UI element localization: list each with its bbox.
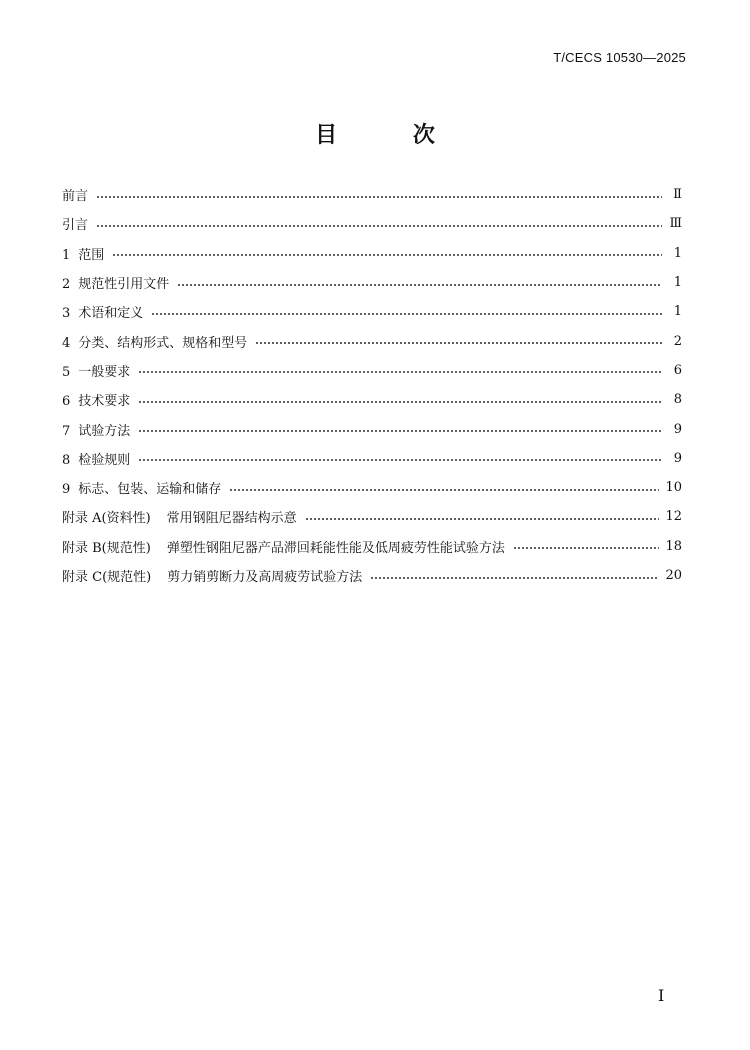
toc-entry-number: 2 bbox=[62, 277, 71, 293]
dot-leader bbox=[177, 283, 662, 287]
toc-entry-page: 1 bbox=[673, 275, 682, 291]
toc-entry-page: 10 bbox=[665, 480, 682, 496]
toc-entry-page: 20 bbox=[665, 568, 682, 583]
dot-leader bbox=[96, 224, 662, 228]
toc-entry-label: 分类、结构形式、规格和型号 bbox=[78, 335, 248, 351]
dot-leader bbox=[96, 195, 662, 199]
toc-entry-introduction[interactable] bbox=[62, 209, 682, 238]
toc-entry-page: 9 bbox=[673, 450, 682, 466]
dot-leader bbox=[138, 458, 662, 462]
dot-leader bbox=[370, 576, 659, 580]
toc-entry-appendix-c[interactable] bbox=[62, 561, 682, 590]
toc-entry-7[interactable] bbox=[62, 414, 682, 443]
toc-entry-number: 5 bbox=[62, 364, 71, 380]
toc-entry-page: 8 bbox=[673, 392, 682, 408]
toc-entry-1[interactable] bbox=[62, 239, 682, 268]
toc-entry-label: 一般要求 bbox=[78, 364, 131, 380]
toc-entry-label: 范围 bbox=[78, 247, 105, 263]
toc-entry-number: 7 bbox=[62, 423, 71, 439]
toc-entry-page: Ⅲ bbox=[669, 216, 682, 232]
toc-entry-number: 1 bbox=[62, 247, 71, 263]
toc-entry-appendix-a[interactable] bbox=[62, 502, 682, 531]
toc-entry-heading bbox=[62, 244, 104, 263]
dot-leader bbox=[112, 253, 662, 257]
toc-entry-page: Ⅱ bbox=[673, 187, 682, 203]
toc-entry-4[interactable] bbox=[62, 326, 682, 355]
toc-entry-heading bbox=[62, 449, 130, 468]
toc-entry-number: 6 bbox=[62, 394, 71, 410]
toc-entry-label: 弹塑性钢阻尼器产品滞回耗能性能及低周疲劳性能试验方法 bbox=[166, 540, 505, 556]
toc-entry-heading bbox=[62, 390, 130, 409]
toc-entry-number: 附录 B(规范性) bbox=[62, 540, 151, 556]
toc-entry-label: 剪力销剪断力及高周疲劳试验方法 bbox=[167, 570, 363, 585]
toc-entry-label: 标志、包装、运输和储存 bbox=[78, 482, 222, 498]
toc-entry-number: 3 bbox=[62, 306, 71, 322]
toc-entry-heading bbox=[62, 332, 247, 351]
toc-entry-label: 检验规则 bbox=[78, 452, 131, 468]
toc-entry-foreword[interactable] bbox=[62, 180, 682, 209]
toc-entry-heading bbox=[62, 273, 169, 292]
toc-entry-heading bbox=[62, 507, 297, 526]
toc-entry-page: 9 bbox=[673, 421, 682, 437]
dot-leader bbox=[255, 341, 662, 345]
toc-entry-page: 1 bbox=[673, 304, 682, 320]
toc-entry-page: 6 bbox=[673, 362, 682, 378]
standard-code: T/CECS 10530—2025 bbox=[553, 50, 686, 65]
toc-entry-page: 12 bbox=[665, 509, 682, 525]
dot-leader bbox=[151, 312, 662, 316]
toc-entry-2[interactable] bbox=[62, 268, 682, 297]
toc-entry-8[interactable] bbox=[62, 444, 682, 473]
toc-entry-label: 前言 bbox=[62, 189, 89, 205]
toc-entry-heading bbox=[62, 420, 130, 439]
toc-entry-number: 8 bbox=[62, 452, 71, 468]
page-title: 目 次 bbox=[315, 123, 469, 148]
table-of-contents bbox=[62, 180, 682, 590]
toc-entry-page: 2 bbox=[673, 333, 682, 349]
toc-entry-number: 附录 C(规范性) bbox=[62, 570, 152, 585]
toc-entry-heading bbox=[62, 302, 143, 321]
toc-entry-appendix-b[interactable] bbox=[62, 532, 682, 561]
page-number: I bbox=[658, 986, 665, 1005]
toc-entry-heading bbox=[62, 537, 505, 556]
dot-leader bbox=[305, 517, 660, 521]
toc-entry-heading bbox=[62, 566, 362, 585]
toc-entry-label: 试验方法 bbox=[78, 423, 131, 439]
toc-entry-label: 规范性引用文件 bbox=[78, 277, 170, 293]
toc-entry-5[interactable] bbox=[62, 356, 682, 385]
toc-entry-label: 引言 bbox=[62, 218, 89, 234]
toc-entry-number: 9 bbox=[62, 482, 71, 498]
toc-entry-heading bbox=[62, 478, 221, 497]
dot-leader bbox=[229, 488, 659, 492]
toc-entry-page: 18 bbox=[665, 538, 682, 554]
toc-entry-heading bbox=[62, 361, 130, 380]
toc-entry-number: 附录 A(资料性) bbox=[62, 511, 151, 527]
toc-entry-number: 4 bbox=[62, 335, 71, 351]
dot-leader bbox=[138, 370, 662, 374]
dot-leader bbox=[513, 546, 660, 550]
dot-leader bbox=[138, 429, 662, 433]
toc-entry-label: 技术要求 bbox=[78, 394, 131, 410]
toc-entry-3[interactable] bbox=[62, 297, 682, 326]
toc-entry-9[interactable] bbox=[62, 473, 682, 502]
dot-leader bbox=[138, 400, 662, 404]
toc-entry-label: 常用钢阻尼器结构示意 bbox=[166, 511, 297, 527]
toc-entry-6[interactable] bbox=[62, 385, 682, 414]
toc-entry-label: 术语和定义 bbox=[78, 306, 144, 322]
toc-entry-page: 1 bbox=[673, 245, 682, 261]
